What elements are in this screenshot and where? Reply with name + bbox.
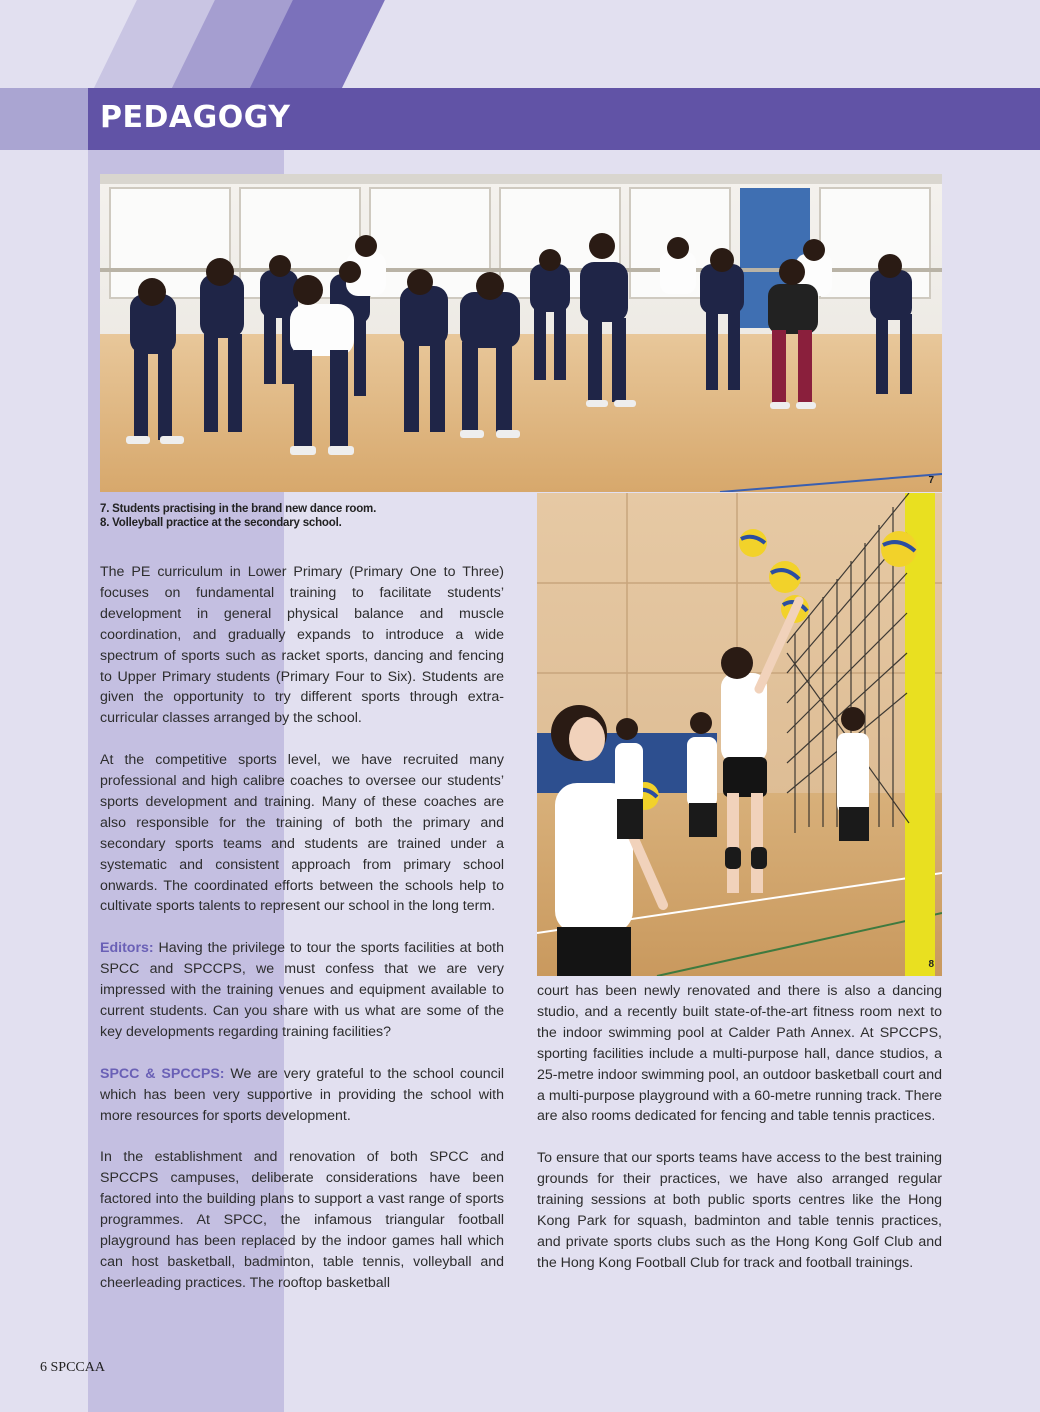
speaker-spcc: SPCC & SPCCPS: (100, 1065, 225, 1082)
spcc-answer: We are very grateful to the school council which has been very supportive in providing the school with more resources for sports development. (100, 1065, 504, 1124)
left-column (100, 562, 504, 1315)
page-footer: 6 SPCCAA (40, 1360, 105, 1375)
paragraph-spcc (100, 1064, 504, 1127)
paragraph-editors (100, 938, 504, 1043)
editors-question: Having the privilege to tour the sports facilities at both SPCC and SPCCPS, we must confess that we are very impressed with the training venues and equipment available to current students. Can you share with us what are some of the key developments regarding training facilities? (100, 940, 504, 1040)
paragraph-training-grounds: To ensure that our sports teams have access to the best training grounds for their practices, we have also arranged regular training sessions at both public sports centres like the Hong Kong Park for squash, badminton and table tennis practices, and private sports clubs such as the Hong Kong Golf Club and the Hong Kong Football Club for track and football trainings. (537, 1150, 942, 1271)
paragraph-establishment: In the establishment and renovation of both SPCC and SPCCPS campuses, deliberate considerations have been factored into the building plans to support a vast range of sports programmes. At SPCC, the infamous triangular football playground has been replaced by the indoor games hall which can host basketball, badminton, table tennis, volleyball and cheerleading practices. The rooftop basketball (100, 1149, 504, 1291)
right-column (537, 981, 942, 1295)
photo-number-8: 8 (928, 959, 934, 970)
paragraph-curriculum: The PE curriculum in Lower Primary (Primary One to Three) focuses on fundamental training to facilitate students’ development in general physical balance and muscle coordination, and gradually expands to introduce a wide spectrum of sports such as racket sports, dancing and fencing to Upper Primary students (Primary Four to Six). Students are given the opportunity to try different sports through extra-curricular classes arranged by the school. (100, 564, 504, 727)
dance-room-photo (100, 174, 942, 492)
page-title: PEDAGOGY (100, 100, 291, 135)
paragraph-competitive: At the competitive sports level, we have recruited many professional and high calibre coaches to oversee our students’ sports development and training. Many of these coaches are also responsible for the training of both the primary and secondary sports teams and students are trained under a systematic and consistent approach from primary school onwards. The coordinated efforts between the schools help to cultivate sports talents to represent our school in the long term. (100, 752, 504, 915)
photo-number-7: 7 (928, 475, 934, 486)
caption-8: 8. Volleyball practice at the secondary school. (100, 517, 342, 529)
volleyball-photo (537, 493, 942, 976)
photo-captions (100, 502, 520, 530)
caption-7: 7. Students practising in the brand new dance room. (100, 503, 377, 515)
paragraph-facilities: court has been newly renovated and there is also a dancing studio, and a recently built state-of-the-art fitness room next to the indoor swimming pool at Calder Path Annex. At SPCCPS, sporting facilities include a multi-purpose hall, dance studios, a 25-metre indoor swimming pool, an outdoor basketball court and a multi-purpose playground with a 60-metre running track. There are also rooms dedicated for fencing and table tennis practices. (537, 983, 942, 1125)
speaker-editors: Editors: (100, 940, 154, 957)
